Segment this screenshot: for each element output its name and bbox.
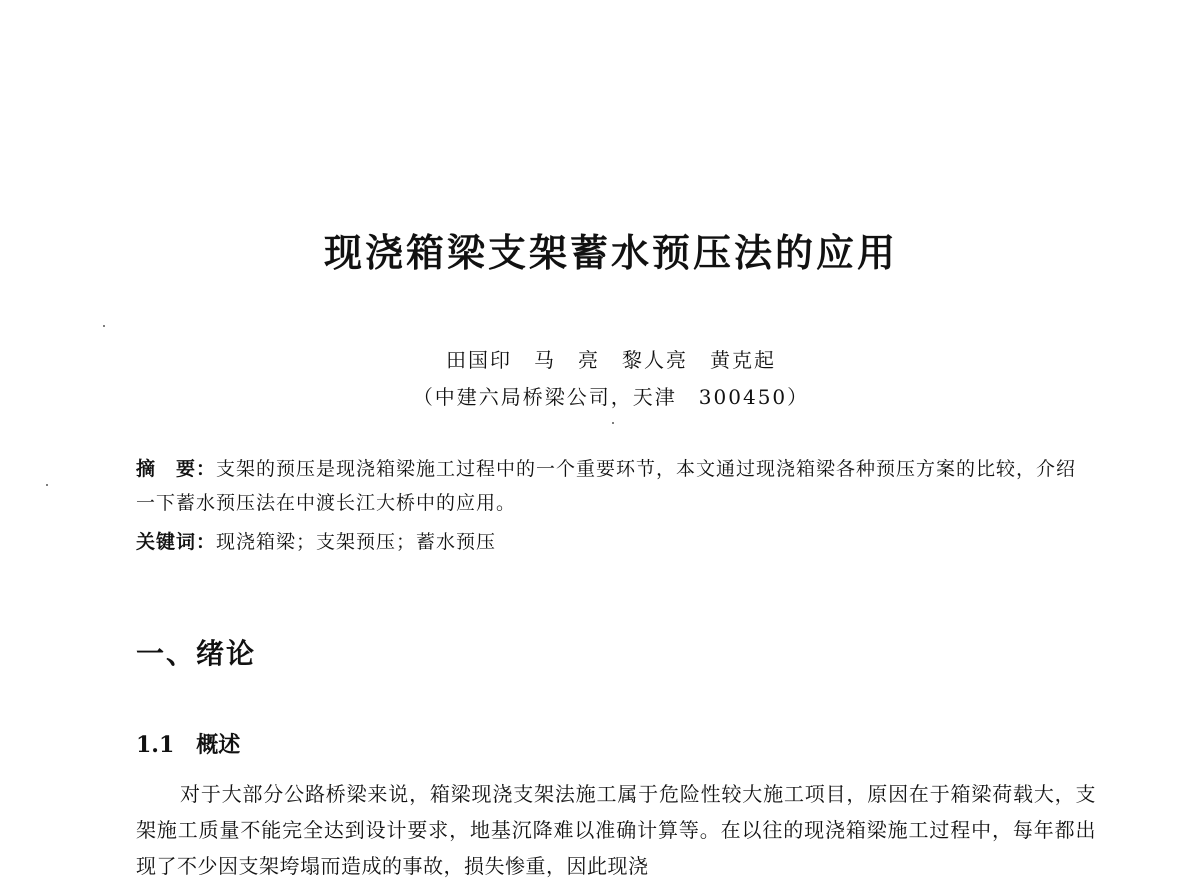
body-paragraph: 对于大部分公路桥梁来说，箱梁现浇支架法施工属于危险性较大施工项目，原因在于箱梁荷载大，支架施工质量不能完全达到设计要求，地基沉降难以准确计算等。在以往的现浇箱梁施工过程中，每年都出现了不少因支架垮塌而造成的事故，损失惨重，因此现浇 bbox=[136, 782, 1096, 878]
keywords bbox=[136, 527, 1096, 554]
abstract-label: 摘 要： bbox=[136, 458, 217, 480]
keywords-label: 关键词： bbox=[136, 531, 217, 553]
keywords-text: 现浇箱梁；支架预压；蓄水预压 bbox=[216, 531, 497, 553]
author-affiliation: （中建六局桥梁公司，天津 300450） bbox=[412, 385, 810, 409]
abstract-text: 支架的预压是现浇箱梁施工过程中的一个重要环节，本文通过现浇箱梁各种预压方案的比较，介绍一下蓄水预压法在中渡长江大桥中的应用。 bbox=[136, 458, 1077, 514]
scan-speck bbox=[103, 325, 105, 327]
subsection-heading bbox=[136, 728, 240, 759]
paper-title: 现浇箱梁支架蓄水预压法的应用 bbox=[323, 231, 898, 275]
subsection-number: 1.1 bbox=[136, 732, 175, 758]
scan-speck bbox=[612, 422, 614, 424]
subsection-title: 概述 bbox=[196, 733, 241, 758]
author-list: 田国印 马 亮 黎人亮 黄克起 bbox=[446, 348, 776, 372]
abstract bbox=[136, 452, 1096, 520]
scan-speck bbox=[46, 484, 48, 486]
section-heading: 一、绪论 bbox=[136, 637, 257, 670]
